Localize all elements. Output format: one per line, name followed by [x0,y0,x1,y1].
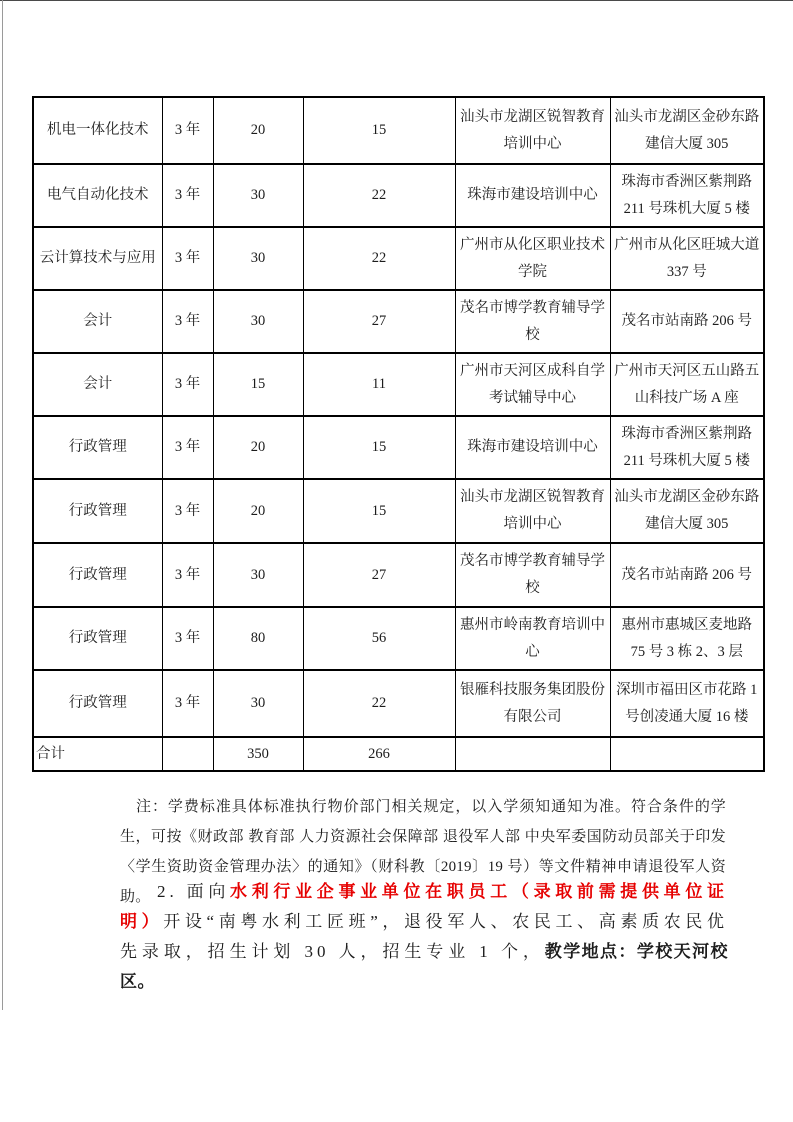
cell-address: 茂名市站南路 206 号 [610,290,764,353]
cell-address: 珠海市香洲区紫荆路 211 号珠机大厦 5 楼 [610,164,764,227]
cell-duration: 3 年 [162,416,213,479]
cell-center: 茂名市博学教育辅导学校 [455,543,610,607]
cell-admitted: 15 [303,479,455,543]
cell-admitted: 56 [303,607,455,670]
cell-address: 汕头市龙湖区金砂东路建信大厦 305 [610,479,764,543]
cell-plan: 30 [213,543,303,607]
total-center-cell [455,737,610,771]
total-address-cell [610,737,764,771]
table-total-row [33,737,764,771]
table-row [33,416,764,479]
cell-admitted: 22 [303,670,455,737]
cell-major: 行政管理 [33,479,162,543]
cell-center: 银雁科技服务集团股份有限公司 [455,670,610,737]
cell-admitted: 11 [303,353,455,416]
cell-duration: 3 年 [162,607,213,670]
item2-prefix-text: 2. 面向 [157,882,231,901]
cell-address: 深圳市福田区市花路 1 号创凌通大厦 16 楼 [610,670,764,737]
cell-center: 广州市从化区职业技术学院 [455,227,610,290]
cell-center: 惠州市岭南教育培训中心 [455,607,610,670]
cell-address: 广州市天河区五山路五山科技广场 A 座 [610,353,764,416]
cell-plan: 20 [213,97,303,164]
cell-duration: 3 年 [162,479,213,543]
cell-plan: 80 [213,607,303,670]
cell-address: 广州市从化区旺城大道 337 号 [610,227,764,290]
item2-paragraph [120,877,728,997]
table-row [33,543,764,607]
table-row [33,164,764,227]
cell-duration: 3 年 [162,353,213,416]
cell-admitted: 15 [303,97,455,164]
cell-address: 珠海市香洲区紫荆路 211 号珠机大厦 5 楼 [610,416,764,479]
cell-center: 珠海市建设培训中心 [455,164,610,227]
cell-major: 云计算技术与应用 [33,227,162,290]
cell-admitted: 27 [303,543,455,607]
table-row [33,479,764,543]
cell-plan: 20 [213,479,303,543]
table-row [33,607,764,670]
cell-duration: 3 年 [162,543,213,607]
admission-plan-table [32,96,765,772]
admission-table-body [33,97,764,737]
cell-center: 茂名市博学教育辅导学校 [455,290,610,353]
cell-address: 惠州市惠城区麦地路 75 号 3 栋 2、3 层 [610,607,764,670]
total-label-cell: 合计 [33,737,162,771]
cell-center: 汕头市龙湖区锐智教育培训中心 [455,97,610,164]
cell-center: 珠海市建设培训中心 [455,416,610,479]
cell-major: 会计 [33,290,162,353]
table-row [33,227,764,290]
cell-duration: 3 年 [162,97,213,164]
cell-major: 电气自动化技术 [33,164,162,227]
cell-plan: 30 [213,670,303,737]
cell-admitted: 15 [303,416,455,479]
cell-plan: 30 [213,290,303,353]
cell-admitted: 22 [303,164,455,227]
cell-major: 会计 [33,353,162,416]
fee-note-paragraph: 注：学费标准具体标准执行物价部门相关规定，以入学须知通知为准。符合条件的学生，可按《财政部 教育部 人力资源社会保障部 退役军人部 中央军委国防动员部关于印发〈学生资助资金管理办法〉的通知》（财科教〔2019〕19 号）等文件精神申请退役军人资助。 [120,799,726,905]
item2-middle-text: 开设“南粤水利工匠班”，退役军人、农民工、高素质农民优先录取，招生计划 30 人，招生专业 1 个， [120,912,728,961]
total-plan-cell: 350 [213,737,303,771]
item2-red-bold-text: 水利行业企事业单位在职员工（录取前需提供单位证明） [120,882,729,931]
cell-major: 机电一体化技术 [33,97,162,164]
cell-center: 汕头市龙湖区锐智教育培训中心 [455,479,610,543]
cell-major: 行政管理 [33,607,162,670]
cell-major: 行政管理 [33,670,162,737]
item2-bold-tail-text: 教学地点：学校天河校区。 [120,942,729,991]
cell-duration: 3 年 [162,227,213,290]
table-row [33,290,764,353]
cell-major: 行政管理 [33,543,162,607]
cell-address: 汕头市龙湖区金砂东路建信大厦 305 [610,97,764,164]
table-row [33,353,764,416]
table-row [33,670,764,737]
cell-admitted: 22 [303,227,455,290]
cell-duration: 3 年 [162,164,213,227]
cell-major: 行政管理 [33,416,162,479]
page-top-edge-line [0,0,793,1]
total-admitted-cell: 266 [303,737,455,771]
cell-plan: 15 [213,353,303,416]
cell-plan: 30 [213,164,303,227]
cell-duration: 3 年 [162,670,213,737]
cell-plan: 30 [213,227,303,290]
cell-address: 茂名市站南路 206 号 [610,543,764,607]
cell-center: 广州市天河区成科自学考试辅导中心 [455,353,610,416]
cell-admitted: 27 [303,290,455,353]
page-left-edge-line [2,0,3,1010]
cell-duration: 3 年 [162,290,213,353]
table-row [33,97,764,164]
cell-plan: 20 [213,416,303,479]
total-duration-cell [162,737,213,771]
